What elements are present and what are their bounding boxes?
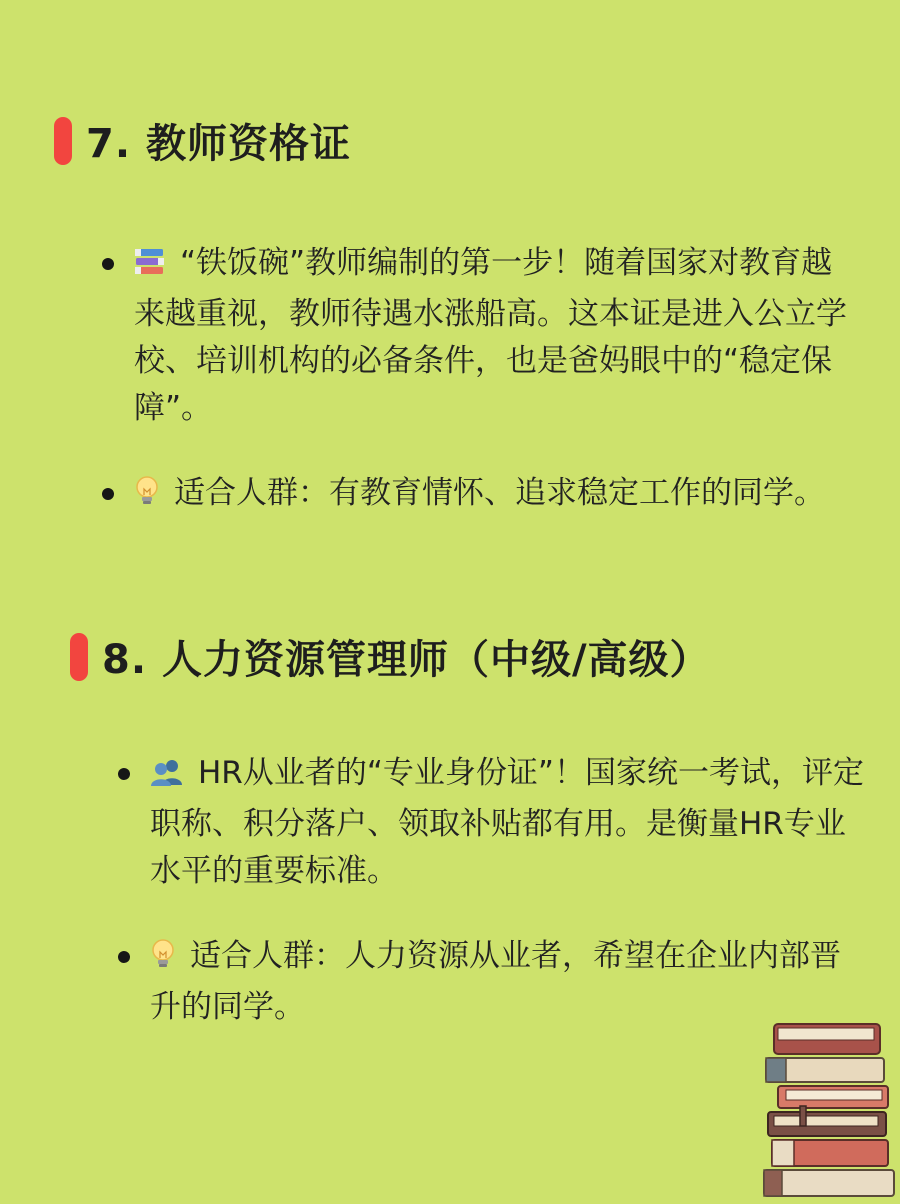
- light-bulb-icon: [134, 474, 160, 521]
- section-7-bullet-1-text: “铁饭碗”教师编制的第一步！随着国家对教育越来越重视，教师待遇水涨船高。这本证是进入公立学校、培训机构的必备条件，也是爸妈眼中的“稳定保障”。: [134, 245, 847, 426]
- heading-accent-bar: [70, 633, 88, 681]
- books-icon: [134, 244, 166, 291]
- section-7-title: 7. 教师资格证: [86, 121, 351, 167]
- heading-accent-bar: [54, 117, 72, 165]
- bullet-dot: [102, 488, 114, 500]
- section-7-bullet-1: [102, 240, 862, 432]
- section-7-heading: [54, 112, 351, 169]
- section-7-bullet-2: [102, 470, 862, 521]
- light-bulb-icon: [150, 937, 176, 984]
- section-8-title: 8. 人力资源管理师（中级/高级）: [102, 637, 711, 683]
- bullet-dot: [118, 951, 130, 963]
- section-8-bullet-2: [118, 933, 870, 1031]
- section-8-bullet-1: [118, 750, 870, 895]
- people-icon: [150, 754, 184, 801]
- section-8-bullet-2-text: 适合人群：人力资源从业者，希望在企业内部晋升的同学。: [150, 938, 841, 1025]
- section-7-bullet-2-text: 适合人群：有教育情怀、追求稳定工作的同学。: [174, 475, 825, 511]
- section-8-bullet-1-text: HR从业者的“专业身份证”！国家统一考试，评定职称、积分落户、领取补贴都有用。是衡量HR专业水平的重要标准。: [150, 755, 864, 889]
- section-8-heading: [70, 628, 711, 685]
- bullet-dot: [102, 258, 114, 270]
- bullet-dot: [118, 768, 130, 780]
- book-stack-illustration: [760, 1010, 900, 1200]
